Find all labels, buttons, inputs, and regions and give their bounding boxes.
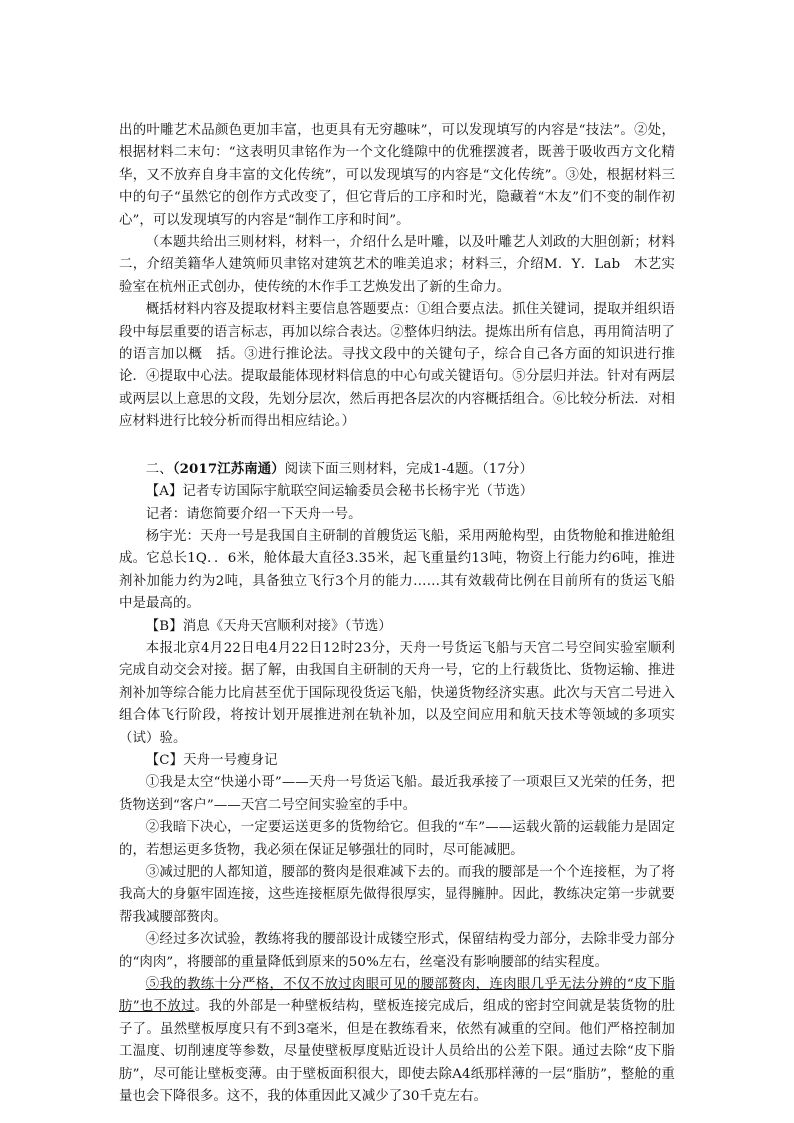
- question-number: 二、: [145, 461, 173, 477]
- material-c-paragraph-2: ②我暗下决心，一定要运送更多的货物给它。但我的“车”——运载火箭的运载能力是固定的，若想运更多货物，我必须在保证足够强壮的同时，尽可能减肥。: [119, 820, 675, 858]
- question-source: （2017江苏南通）: [172, 460, 285, 477]
- underlined-sentence: ⑤我的教练十分严格，不仅不放过肉眼可见的腰部赘肉，连肉眼几乎无法分辨的“皮下脂肪”也不放过: [119, 977, 675, 1015]
- material-c-paragraph-4: ④经过多次试验，教练将我的腰部设计成镂空形式，保留结构受力部分，去除非受力部分的“肉肉”，将腰部的重量降低到原来的50%左右，丝毫没有影响腰部的结实程度。: [119, 932, 675, 970]
- material-c-paragraph-3: ③减过肥的人都知道，腰部的赘肉是很难减下去的。而我的腰部是一个个连接框，为了将我高大的身躯牢固连接，这些连接框原先做得很厚实，显得臃肿。因此，教练决定第一步就要帮我减腰部赘肉。: [119, 865, 675, 925]
- analysis-paragraph-2: （本题共给出三则材料，材料一，介绍什么是叶雕，以及叶雕艺人刘政的大胆创新；材料二，介绍美籍华人建筑师贝聿铭对建筑艺术的唯美追求；材料三，介绍M．Y．Lab 木艺实验室在杭州正式创办，使传统的木作手工艺焕发出了新的生命力。: [119, 235, 675, 295]
- material-a-question: 记者：请您简要介绍一下天舟一号。: [145, 506, 362, 522]
- material-c-paragraph-1: ①我是太空“快递小哥”——天舟一号货运飞船。最近我承接了一项艰巨又光荣的任务，把货物送到“客户”——天宫二号空间实验室的手中。: [119, 775, 675, 813]
- analysis-paragraph-3: 概括材料内容及提取材料主要信息答题要点：①组合要点法。抓住关键词，提取并组织语段中每层重要的语言标志，再加以综合表达。②整体归纳法。提炼出所有信息，再用简洁明了的语言加以概 括。③进行推论法。寻找文段中的关键句子，综合自己各方面的知识进行推论．④提取中心法。提取最能体现材料信息的中心句或关键语句。⑤分层归并法。针对有两层或两层以上意思的文段，先划分层次，然后再把各层次的内容概括组合。⑥比较分析法．对相应材料进行比较分析而得出相应结论。）: [119, 302, 675, 430]
- document-page: [119, 120, 675, 1108]
- material-b-title: 【B】消息《天舟天宫顺利对接》（节选）: [145, 618, 392, 634]
- material-a-title: 【A】记者专访国际宇航联空间运输委员会秘书长杨宇光（节选）: [145, 484, 534, 500]
- section-gap: [119, 434, 675, 458]
- material-b-body: 本报北京4月22日电4月22日12时23分，天舟一号货运飞船与天宫二号空间实验室顺利完成自动交会对接。据了解，由我国自主研制的天舟一号，它的上行载货比、货物运输、推进剂补加等综合能力比肩甚至优于国际现役货运飞船，快递货物经济实惠。此次与天宫二号进入组合体飞行阶段，将按计划开展推进剂在轨补加，以及空间应用和航天技术等领域的多项实（试）验。: [119, 640, 675, 746]
- question-2-heading: [119, 458, 675, 481]
- material-c-title: 【C】天舟一号瘦身记: [145, 752, 278, 768]
- paragraph-5-rest: 。我的外部是一种壁板结构，壁板连接完成后，组成的密封空间就是装货物的肚子了。虽然壁板厚度只有不到3毫米，但是在教练看来，依然有减重的空间。他们严格控制加工温度、切削速度等参数，尽量使壁板厚度贴近设计人员给出的公差下限。通过去除“皮下脂肪”，尽可能让壁板变薄。由于壁板面积很大，即使去除A4纸那样薄的一层“脂肪”，整舱的重量也会下降很多。这不，我的体重因此又减少了30千克左右。: [119, 999, 675, 1105]
- material-a-answer: 杨宇光：天舟一号是我国自主研制的首艘货运飞船，采用两舱构型，由货物舱和推进舱组成。它总长1Q．．6米，舱体最大直径3.35米，起飞重量约13吨，物资上行能力约6吨，推进剂补加能力约为2吨，具备独立飞行3个月的能力……其有效载荷比例在目前所有的货运飞船中是最高的。: [119, 528, 675, 612]
- analysis-paragraph-1: 出的叶雕艺术品颜色更加丰富，也更具有无穷趣味”，可以发现填写的内容是“技法”。②处，根据材料二末句：“这表明贝聿铭作为一个文化缝隙中的优雅摆渡者，既善于吸收西方文化精华，又不放弃自身丰富的文化传统”，可以发现填写的内容是“文化传统”。③处，根据材料三中的句子“虽然它的创作方式改变了，但它背后的工序和时光，隐藏着“木友”们不变的制作初心”，可以发现填写的内容是“制作工序和时间”。: [119, 123, 675, 228]
- material-c-paragraph-5: [119, 974, 675, 1108]
- question-instruction: 阅读下面三则材料，完成1-4题。（17分）: [284, 461, 533, 477]
